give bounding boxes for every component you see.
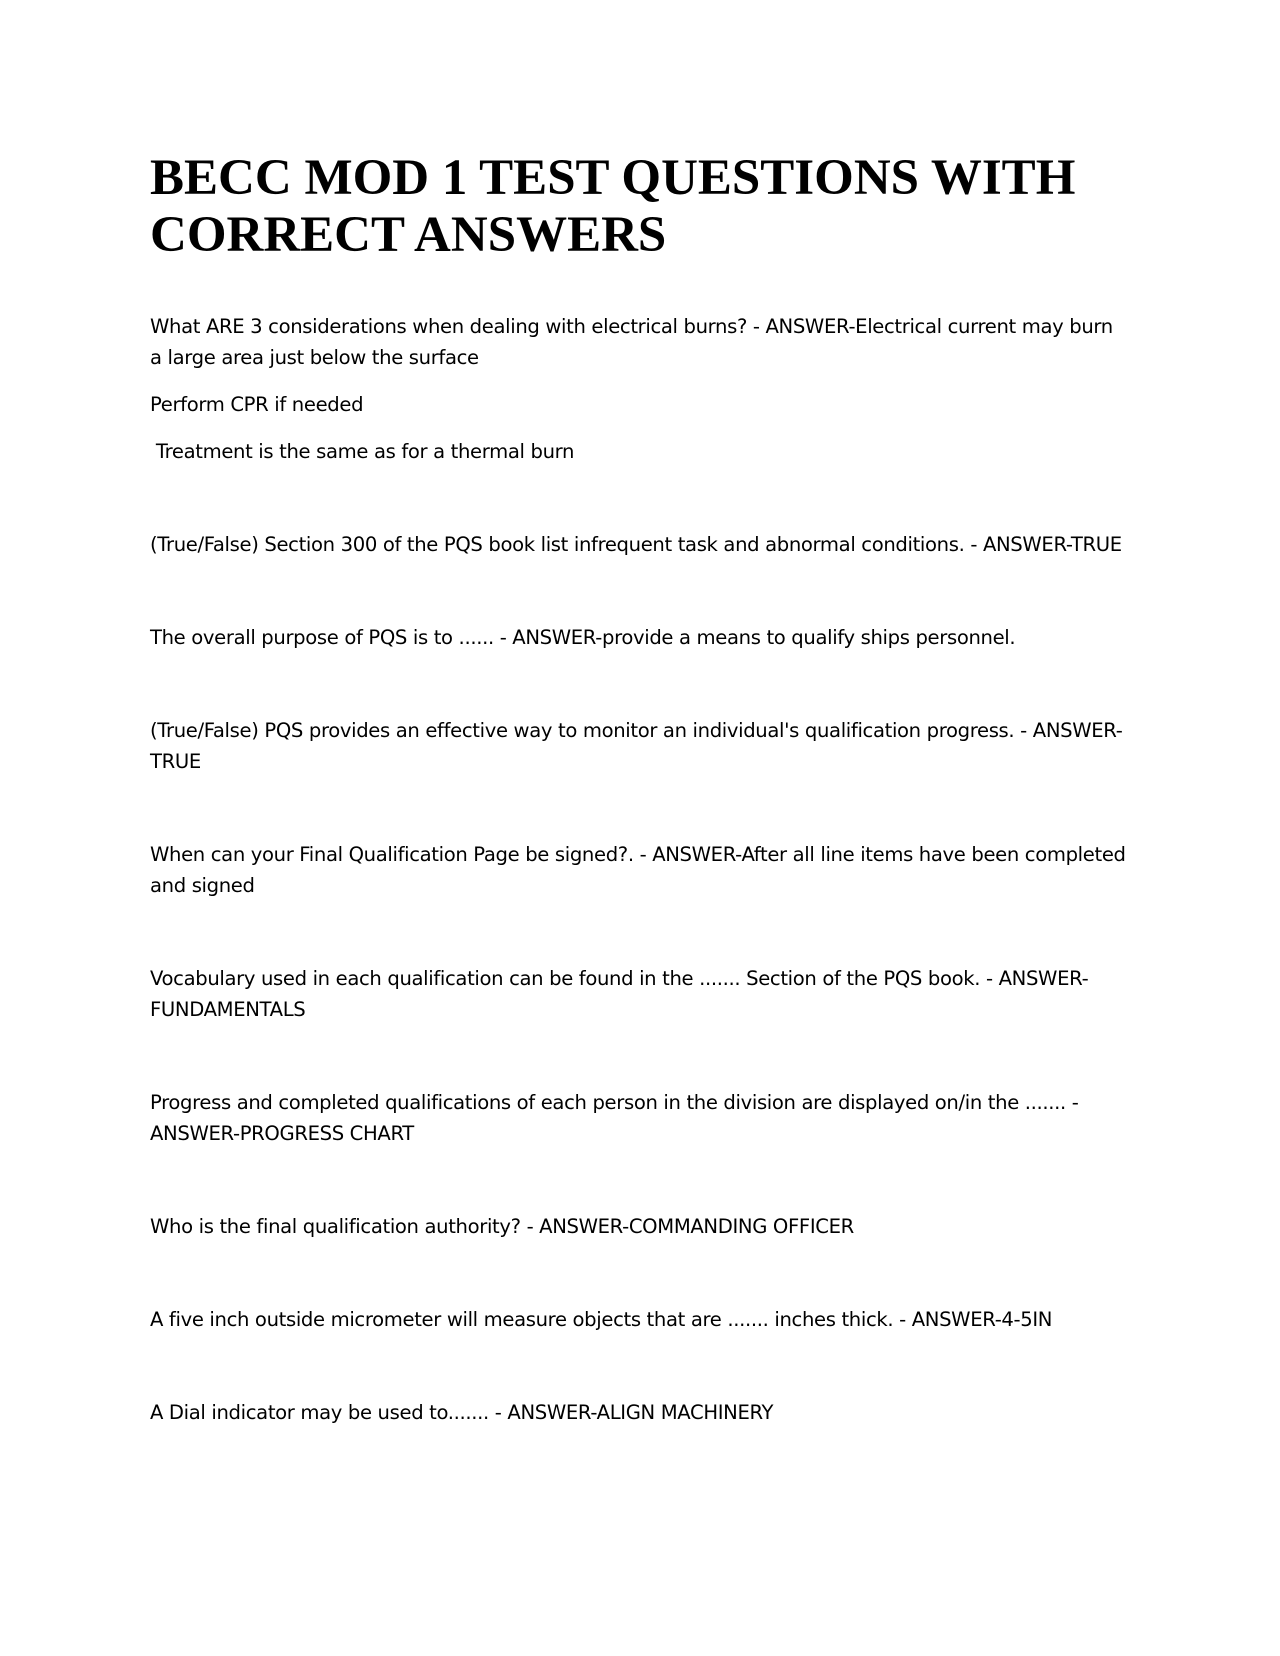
entry-spacer	[150, 560, 1130, 622]
qa-entry	[150, 1397, 1130, 1428]
qa-paragraph: Vocabulary used in each qualification can be found in the ....... Section of the PQS book. - ANSWER-FUNDAMENTALS	[150, 967, 1089, 1021]
qa-entry	[150, 1087, 1130, 1149]
entry-spacer	[150, 1242, 1130, 1304]
qa-entry	[150, 715, 1130, 777]
qa-paragraph: A five inch outside micrometer will measure objects that are ....... inches thick. - ANSWER-4-5IN	[150, 1308, 1053, 1331]
entry-spacer	[150, 1025, 1130, 1087]
qa-entry	[150, 622, 1130, 653]
qa-paragraph: Perform CPR if needed	[150, 393, 364, 416]
qa-paragraph: What ARE 3 considerations when dealing with electrical burns? - ANSWER-Electrical current may burn a large area just below the surface	[150, 315, 1113, 369]
qa-entry	[150, 1211, 1130, 1242]
qa-paragraph: When can your Final Qualification Page be signed?. - ANSWER-After all line items have been completed and signed	[150, 843, 1126, 897]
qa-paragraph: A Dial indicator may be used to....... - ANSWER-ALIGN MACHINERY	[150, 1401, 774, 1424]
page-title: BECC MOD 1 TEST QUESTIONS WITH CORRECT ANSWERS	[150, 150, 1076, 263]
entry-spacer	[150, 777, 1130, 839]
entry-spacer	[150, 467, 1130, 529]
entry-spacer	[150, 901, 1130, 963]
qa-entry	[150, 311, 1130, 467]
qa-paragraph: Treatment is the same as for a thermal burn	[150, 440, 575, 463]
qa-entry	[150, 529, 1130, 560]
qa-paragraph: (True/False) PQS provides an effective way to monitor an individual's qualification progress. - ANSWER-TRUE	[150, 719, 1123, 773]
entry-spacer	[150, 1335, 1130, 1397]
qa-paragraph: (True/False) Section 300 of the PQS book list infrequent task and abnormal conditions. - ANSWER-TRUE	[150, 533, 1122, 556]
qa-entry	[150, 1304, 1130, 1335]
qa-paragraph: The overall purpose of PQS is to ...... - ANSWER-provide a means to qualify ships personnel.	[150, 626, 1016, 649]
entry-spacer	[150, 653, 1130, 715]
qa-paragraph: Progress and completed qualifications of each person in the division are displayed on/in the ....... - ANSWER-PROGRESS CHART	[150, 1091, 1079, 1145]
qa-entry	[150, 963, 1130, 1025]
qa-paragraph: Who is the final qualification authority? - ANSWER-COMMANDING OFFICER	[150, 1215, 854, 1238]
entry-spacer	[150, 1149, 1130, 1211]
document-body	[150, 150, 1130, 1428]
qa-entry	[150, 839, 1130, 901]
qa-list	[150, 311, 1130, 1428]
